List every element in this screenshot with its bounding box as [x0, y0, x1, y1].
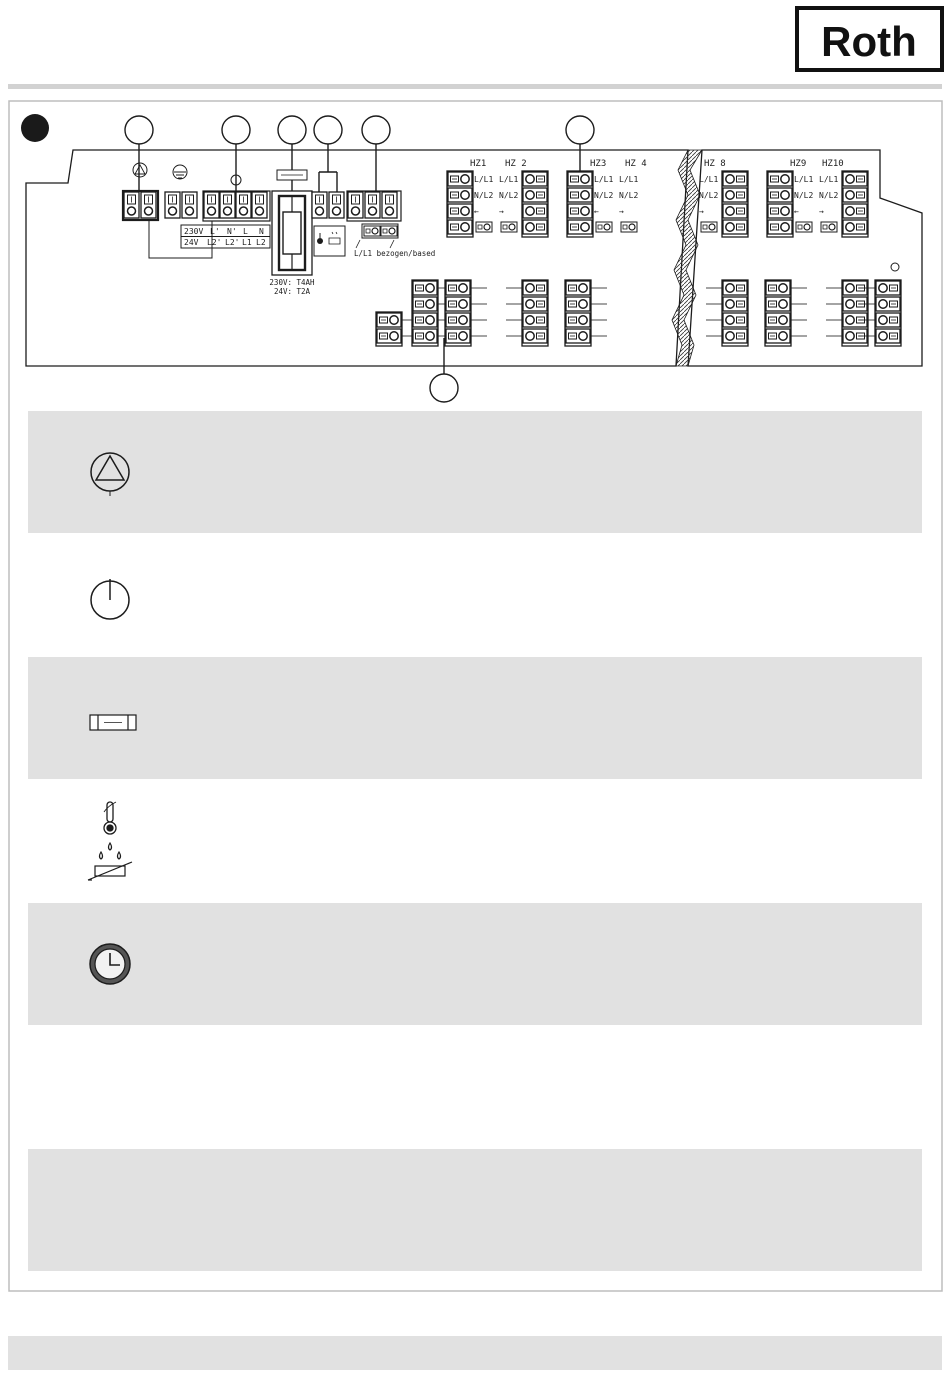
legend-band: [28, 411, 922, 533]
svg-text:N: N: [259, 227, 264, 236]
zone-row-label: N/L2: [699, 191, 719, 200]
clock-terminals: [347, 191, 435, 258]
terminal-block: [447, 171, 473, 237]
terminal: [448, 204, 472, 218]
terminal: [566, 281, 590, 295]
terminal: [843, 220, 867, 234]
board-break: [672, 150, 702, 366]
sensor-icon: [104, 802, 116, 834]
logo-text: Roth: [821, 18, 917, 65]
terminal: [843, 204, 867, 218]
zone-row-label: L/L1: [819, 175, 839, 184]
zone-label: HZ 4: [625, 159, 647, 169]
terminal: [876, 281, 900, 295]
terminal: [568, 172, 592, 186]
zone-row-label: L/L1: [794, 175, 814, 184]
terminal: [446, 313, 470, 327]
svg-text:24V: T2A: 24V: T2A: [273, 287, 311, 296]
terminal: [768, 220, 792, 234]
legend-bands: [28, 411, 922, 1271]
header-rule: [8, 84, 942, 89]
zone-row-label: →: [819, 207, 824, 216]
legend-band: [28, 657, 922, 779]
terminal: [446, 329, 470, 343]
terminal: [723, 220, 747, 234]
sensor-terminals: [312, 192, 345, 256]
callout-4: [314, 116, 342, 144]
zone-label: HZ 2: [505, 159, 527, 169]
terminal: [523, 204, 547, 218]
power-icon: [91, 579, 129, 619]
terminal-block: [722, 171, 748, 237]
svg-text:L2: L2: [256, 238, 266, 247]
svg-text:L2': L2': [207, 238, 222, 247]
terminal: [523, 281, 547, 295]
fuse-icon: [90, 715, 136, 730]
zone-row-label: ←: [794, 207, 799, 216]
terminal-block: [522, 280, 548, 346]
zone-row-label: N/L2: [619, 191, 639, 200]
zone-headers: [470, 159, 844, 169]
zone-row-label: N/L2: [594, 191, 614, 200]
terminal: [413, 281, 437, 295]
zone-row-label: N/L2: [499, 191, 519, 200]
zone-label: HZ 8: [704, 159, 726, 169]
terminal: [723, 297, 747, 311]
terminal: [448, 172, 472, 186]
terminal: [448, 188, 472, 202]
terminal: [768, 188, 792, 202]
legend-band: [28, 1149, 922, 1271]
mini-connector: [476, 222, 492, 232]
terminal: [377, 329, 401, 343]
terminal: [766, 297, 790, 311]
zone-row-label: N/L2: [474, 191, 494, 200]
svg-text:L2': L2': [225, 238, 240, 247]
mini-connector: [821, 222, 837, 232]
mini-connector: [501, 222, 517, 232]
terminal: [413, 313, 437, 327]
terminal: [768, 204, 792, 218]
terminal-block: [842, 171, 868, 237]
terminal: [523, 220, 547, 234]
terminal: [723, 204, 747, 218]
zone-row-label: N/L2: [819, 191, 839, 200]
terminal: [523, 188, 547, 202]
terminal: [568, 220, 592, 234]
roth-logo: [797, 8, 942, 70]
zone-row-label: ←: [594, 207, 599, 216]
terminal: [446, 281, 470, 295]
ground-terminal: [165, 165, 197, 218]
terminal: [448, 220, 472, 234]
callout-5: [362, 116, 390, 144]
callout-7: [430, 374, 458, 402]
terminal: [377, 313, 401, 327]
terminal: [766, 313, 790, 327]
legend-band: [28, 903, 922, 1025]
zone-label: HZ3: [590, 159, 607, 169]
svg-text:N': N': [227, 227, 237, 236]
terminal: [523, 297, 547, 311]
terminal-block: [875, 280, 901, 346]
terminal: [413, 297, 437, 311]
terminal: [413, 329, 437, 343]
callout-6: [566, 116, 594, 144]
zone-label: HZ10: [822, 159, 844, 169]
terminal-block: [765, 280, 791, 346]
terminal-block: [376, 312, 402, 346]
terminal: [446, 297, 470, 311]
terminal-block: [567, 171, 593, 237]
mini-connector: [701, 222, 717, 232]
svg-text:L': L': [210, 227, 220, 236]
svg-text:230V: 230V: [184, 227, 204, 236]
terminal: [566, 329, 590, 343]
terminal: [766, 329, 790, 343]
terminal-block: [565, 280, 591, 346]
section-marker: [21, 114, 49, 142]
terminal: [523, 313, 547, 327]
svg-text:230V: T4AH: 230V: T4AH: [269, 278, 315, 287]
mini-connector: [621, 222, 637, 232]
terminal: [876, 313, 900, 327]
zone-row-label: N/L2: [794, 191, 814, 200]
terminal-block: [412, 280, 438, 346]
terminal: [568, 188, 592, 202]
zone-label: HZ9: [790, 159, 807, 169]
zone-row-label: L/L1: [499, 175, 519, 184]
terminal: [723, 172, 747, 186]
humidity-icon: [88, 843, 132, 880]
terminal: [843, 188, 867, 202]
mini-connector: [796, 222, 812, 232]
svg-text:L1: L1: [242, 238, 252, 247]
terminal: [568, 204, 592, 218]
callout-2: [222, 116, 250, 144]
terminal-block: [767, 171, 793, 237]
terminal: [523, 329, 547, 343]
svg-text:L: L: [243, 227, 248, 236]
zone-row-label: →: [499, 207, 504, 216]
svg-text:L/L1 bezogen/based: L/L1 bezogen/based: [354, 249, 436, 258]
clock-icon: [90, 944, 130, 984]
terminal: [723, 281, 747, 295]
terminal-block: [722, 280, 748, 346]
footer-band: [8, 1336, 942, 1370]
terminal-block: [445, 280, 471, 346]
terminal: [766, 281, 790, 295]
terminal: [523, 172, 547, 186]
callout-1: [125, 116, 153, 144]
terminal: [768, 172, 792, 186]
zone-row-label: L/L1: [594, 175, 614, 184]
terminal-block: [522, 171, 548, 237]
terminal: [876, 297, 900, 311]
terminal: [876, 329, 900, 343]
supply-table: [181, 225, 270, 248]
mini-connector: [596, 222, 612, 232]
zone-row-label: L/L1: [699, 175, 719, 184]
terminal: [566, 313, 590, 327]
zone-row-label: →: [619, 207, 624, 216]
pump-terminal: [123, 163, 158, 220]
svg-text:24V: 24V: [184, 238, 199, 247]
zone-row-label: L/L1: [474, 175, 494, 184]
zone-row-label: L/L1: [619, 175, 639, 184]
terminal: [843, 172, 867, 186]
zone-row-label: ←: [474, 207, 479, 216]
terminal: [723, 329, 747, 343]
actuator-terminal-blocks: [376, 263, 901, 346]
terminal: [566, 297, 590, 311]
zone-label: HZ1: [470, 159, 487, 169]
terminal: [723, 313, 747, 327]
zone-row-label: →: [699, 207, 704, 216]
terminal: [723, 188, 747, 202]
indicator-led: [891, 263, 899, 271]
callout-3: [278, 116, 306, 144]
